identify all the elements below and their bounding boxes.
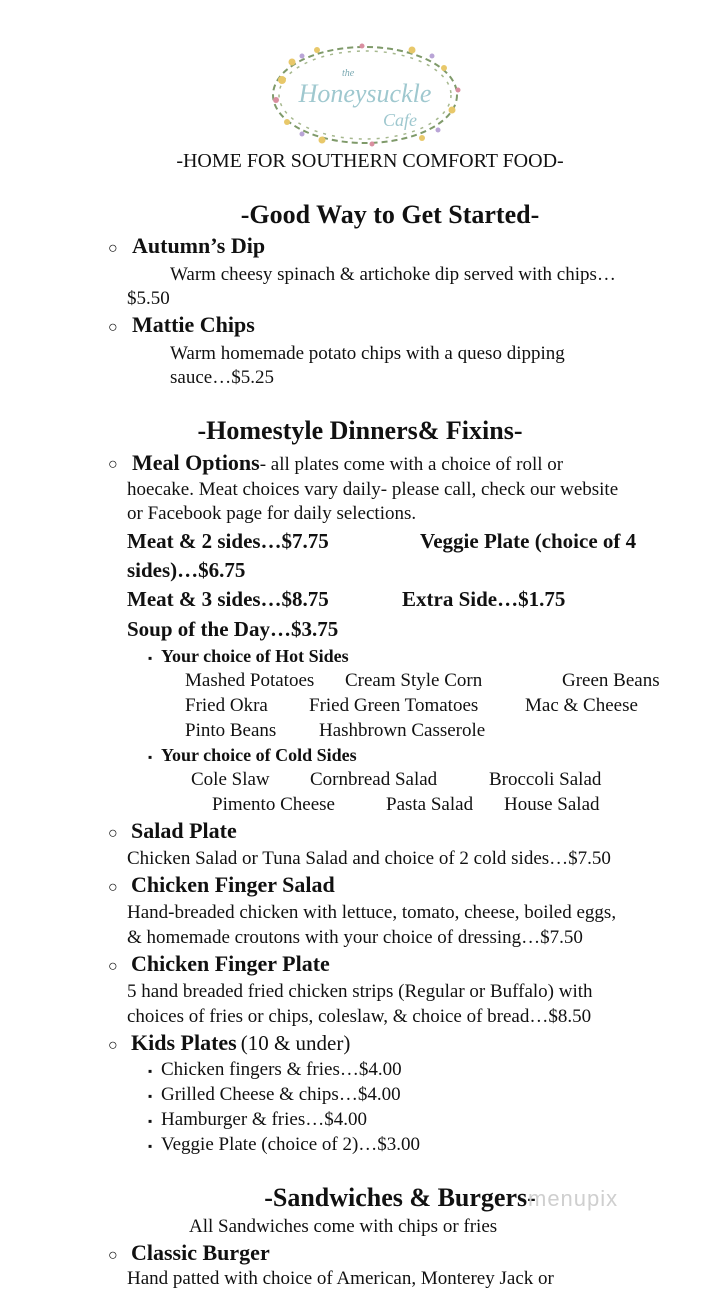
kids-item: Hamburger & fries…$4.00 [161, 1109, 367, 1130]
hot-side: Fried Green Tomatoes [309, 695, 479, 716]
cold-side: Cornbread Salad [310, 769, 438, 790]
item-desc: 5 hand breaded fried chicken strips (Regular or Buffalo) with [127, 981, 593, 1002]
meal-options-line [132, 450, 563, 476]
item-desc: - all plates come with a choice of roll or [259, 454, 564, 475]
bullet-icon: ○ [108, 319, 118, 336]
cold-side: Pasta Salad [386, 794, 474, 815]
hot-side: Mashed Potatoes [185, 670, 315, 691]
price-veggie-plate: Veggie Plate (choice of 4 [420, 529, 637, 553]
section-title-sandwiches: -Sandwiches & Burgers- [264, 1183, 536, 1212]
wreath-logo-image [262, 40, 468, 150]
bullet-icon: ○ [108, 958, 118, 975]
cold-side: Cole Slaw [191, 769, 270, 790]
square-bullet-icon: ▪ [148, 1089, 153, 1103]
bullet-icon: ○ [108, 456, 118, 473]
bullet-icon: ○ [108, 1247, 118, 1264]
price-meat-2-sides: Meat & 2 sides…$7.75 [127, 529, 329, 553]
square-bullet-icon: ▪ [148, 1064, 153, 1078]
item-desc: hoecake. Meat choices vary daily- please call, check our website [127, 479, 619, 500]
hot-sides-heading: Your choice of Hot Sides [161, 646, 349, 666]
hot-side: Fried Okra [185, 695, 268, 716]
square-bullet-icon: ▪ [148, 750, 153, 764]
item-desc: & homemade croutons with your choice of dressing…$7.50 [127, 927, 583, 948]
cafe-logo [262, 40, 468, 150]
kids-item: Veggie Plate (choice of 2)…$3.00 [161, 1134, 421, 1155]
item-price: $5.50 [127, 288, 170, 309]
kids-item: Chicken fingers & fries…$4.00 [161, 1059, 402, 1080]
item-title-chicken-finger-plate: Chicken Finger Plate [131, 951, 330, 976]
item-title-mattie-chips: Mattie Chips [132, 312, 255, 337]
hot-side: Mac & Cheese [525, 695, 638, 716]
section-title-starters: -Good Way to Get Started- [240, 200, 540, 229]
price-meat-3-sides: Meat & 3 sides…$8.75 [127, 587, 329, 611]
item-desc: choices of fries or chips, coleslaw, & choice of bread…$8.50 [127, 1006, 592, 1027]
hot-side: Cream Style Corn [345, 670, 483, 691]
item-desc: or Facebook page for daily selections. [127, 503, 417, 524]
price-extra-side: Extra Side…$1.75 [402, 587, 566, 611]
item-desc: Hand patted with choice of American, Monterey Jack or [127, 1268, 554, 1289]
section-title-dinners: -Homestyle Dinners& Fixins- [197, 416, 523, 445]
square-bullet-icon: ▪ [148, 651, 153, 665]
logo-sub-text: Cafe [383, 110, 417, 130]
square-bullet-icon: ▪ [148, 1114, 153, 1128]
kids-note: (10 & under) [240, 1031, 351, 1055]
bullet-icon: ○ [108, 879, 118, 896]
cold-side: House Salad [504, 794, 600, 815]
bullet-icon: ○ [108, 825, 118, 842]
watermark: menupix [528, 1186, 619, 1211]
kids-item: Grilled Cheese & chips…$4.00 [161, 1084, 401, 1105]
cold-side: Pimento Cheese [212, 794, 335, 815]
item-desc: Warm cheesy spinach & artichoke dip served with chips… [170, 264, 616, 285]
tagline: -HOME FOR SOUTHERN COMFORT FOOD- [176, 150, 564, 172]
item-desc: Chicken Salad or Tuna Salad and choice of 2 cold sides…$7.50 [127, 848, 611, 869]
bullet-icon: ○ [108, 1037, 118, 1054]
item-title-chicken-finger-salad: Chicken Finger Salad [131, 872, 335, 897]
item-title-salad-plate: Salad Plate [131, 818, 237, 843]
item-desc: sauce…$5.25 [170, 367, 274, 388]
item-title-autumns-dip: Autumn’s Dip [132, 233, 266, 258]
price-veggie-plate-cont: sides)…$6.75 [127, 558, 246, 582]
item-title-kids-plates: Kids Plates [131, 1030, 237, 1055]
item-desc: Warm homemade potato chips with a queso dipping [170, 343, 565, 364]
hot-side: Pinto Beans [185, 720, 277, 741]
price-soup: Soup of the Day…$3.75 [127, 617, 339, 641]
item-desc: Hand-breaded chicken with lettuce, tomato, cheese, boiled eggs, [127, 902, 617, 923]
hot-side: Hashbrown Casserole [319, 720, 486, 741]
cold-side: Broccoli Salad [489, 769, 602, 790]
bullet-icon: ○ [108, 240, 118, 257]
hot-side: Green Beans [562, 670, 660, 691]
sandwich-note: All Sandwiches come with chips or fries [189, 1216, 498, 1237]
logo-small-text: the [342, 68, 355, 79]
square-bullet-icon: ▪ [148, 1139, 153, 1153]
kids-plates-line [131, 1030, 350, 1056]
logo-name-text: Honeysuckle [298, 79, 432, 108]
item-title-meal-options: Meal Options [132, 450, 260, 475]
cold-sides-heading: Your choice of Cold Sides [161, 745, 357, 765]
item-title-classic-burger: Classic Burger [131, 1240, 270, 1265]
